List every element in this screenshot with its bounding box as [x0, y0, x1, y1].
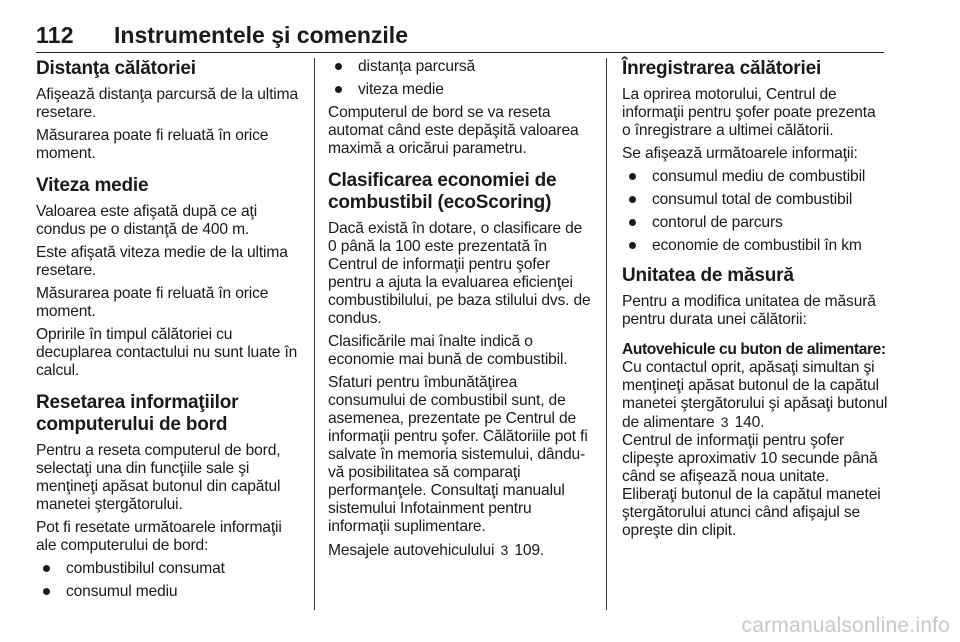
- heading-average-speed: Viteza medie: [36, 175, 149, 196]
- paragraph: Computerul de bord se va reseta automat când este depăşită valoarea maximă a oricărui parametru.: [328, 104, 579, 157]
- bullet-icon: [629, 242, 636, 249]
- bullet-icon: [335, 86, 342, 93]
- page-header: [36, 22, 884, 53]
- list-item: combustibilul consumat: [36, 560, 302, 578]
- list-item: consumul mediu: [36, 583, 302, 601]
- bullet-list: [36, 560, 302, 601]
- bullet-icon: [43, 565, 50, 572]
- bullet-list: [328, 58, 594, 99]
- list-item: distanţa parcursă: [328, 58, 594, 76]
- paragraph-vehicle-messages: Mesajele autovehiculului 3 109.: [328, 542, 545, 559]
- bullet-icon: [629, 196, 636, 203]
- bullet-icon: [335, 63, 342, 70]
- page-reference[interactable]: 140.: [734, 414, 765, 431]
- bullet-icon: [43, 588, 50, 595]
- column-1: [36, 58, 302, 606]
- paragraph: La oprirea motorului, Centrul de informaţii pentru şofer poate prezenta o înregistrare a ultimei călătorii.: [622, 86, 876, 139]
- list-item: consumul total de combustibil: [622, 191, 888, 209]
- page-reference-arrow-icon: 3: [720, 414, 729, 430]
- column-3: [622, 58, 888, 540]
- heading-trip-distance: Distanţa călătoriei: [36, 58, 196, 79]
- heading-measurement-unit: Unitatea de măsură: [622, 265, 794, 286]
- heading-eco-scoring: Clasificarea economiei de combustibil (ecoScoring): [328, 170, 557, 213]
- paragraph: Se afişează următoarele informaţii:: [622, 145, 858, 162]
- column-divider: [314, 58, 315, 610]
- paragraph: Măsurarea poate fi reluată în orice moment.: [36, 127, 269, 162]
- watermark: carmanualsonline.info: [741, 614, 950, 637]
- paragraph: Eliberaţi butonul de la capătul manetei ştergătorului atunci când afişajul se opreşte din clipit.: [622, 486, 881, 539]
- page-reference[interactable]: 109.: [514, 542, 545, 559]
- bullet-list: [622, 168, 888, 255]
- paragraph: Pentru a reseta computerul de bord, selectaţi una din funcţiile sale şi menţineţi apăsat butonul din capătul manetei ştergătorului.: [36, 442, 281, 513]
- bullet-icon: [629, 173, 636, 180]
- heading-reset-info: Resetarea informaţiilor computerului de bord: [36, 392, 239, 435]
- column-divider: [606, 58, 607, 610]
- paragraph: Sfaturi pentru îmbunătăţirea consumului de combustibil sunt, de asemenea, prezentate pe Centrul de informaţii pentru şofer. Călătoriile pot fi salvate în memoria sistemului, dându-vă posibilitatea să comparaţi performanţele. Consultaţi manualul sistemului Infotainment pentru informaţii suplimentare.: [328, 374, 588, 535]
- page-number: 112: [36, 22, 74, 48]
- paragraph: Centrul de informaţii pentru şofer clipeşte aproximativ 10 secunde până când se afişează noua unitate.: [622, 432, 878, 485]
- paragraph: Pot fi resetate următoarele informaţii ale computerului de bord:: [36, 519, 282, 554]
- bullet-icon: [629, 219, 636, 226]
- paragraph: Măsurarea poate fi reluată în orice moment.: [36, 285, 269, 320]
- paragraph: Valoarea este afişată după ce aţi condus pe o distanţă de 400 m.: [36, 203, 258, 238]
- paragraph-power-button: Cu contactul oprit, apăsaţi simultan şi menţineţi apăsat butonul de la capătul manetei ştergătorului şi apăsaţi butonul de alimentare 3 140.: [622, 359, 888, 431]
- paragraph: Dacă există în dotare, o clasificare de 0 până la 100 este prezentată în Centrul de informaţii pentru şofer pentru a ajuta la evaluarea eficienţei combustibilului, pe baza stilului dvs. de condus.: [328, 220, 591, 327]
- paragraph: Pentru a modifica unitatea de măsură pentru durata unei călătorii:: [622, 293, 876, 328]
- paragraph: Clasificările mai înalte indică o economie mai bună de combustibil.: [328, 333, 568, 368]
- heading-trip-record: Înregistrarea călătoriei: [622, 58, 822, 79]
- list-item: viteza medie: [328, 81, 594, 99]
- page-reference-arrow-icon: 3: [500, 542, 509, 558]
- subheading-power-button: Autovehicule cu buton de alimentare:: [622, 341, 886, 358]
- list-item: contorul de parcurs: [622, 214, 888, 232]
- list-item: economie de combustibil în km: [622, 237, 888, 255]
- paragraph: Afişează distanţa parcursă de la ultima resetare.: [36, 86, 298, 121]
- paragraph: Opririle în timpul călătoriei cu decuplarea contactului nu sunt luate în calcul.: [36, 326, 298, 379]
- page-title: Instrumentele şi comenzile: [114, 22, 408, 48]
- paragraph: Este afişată viteza medie de la ultima resetare.: [36, 244, 288, 279]
- column-2: [328, 58, 594, 560]
- list-item: consumul mediu de combustibil: [622, 168, 888, 186]
